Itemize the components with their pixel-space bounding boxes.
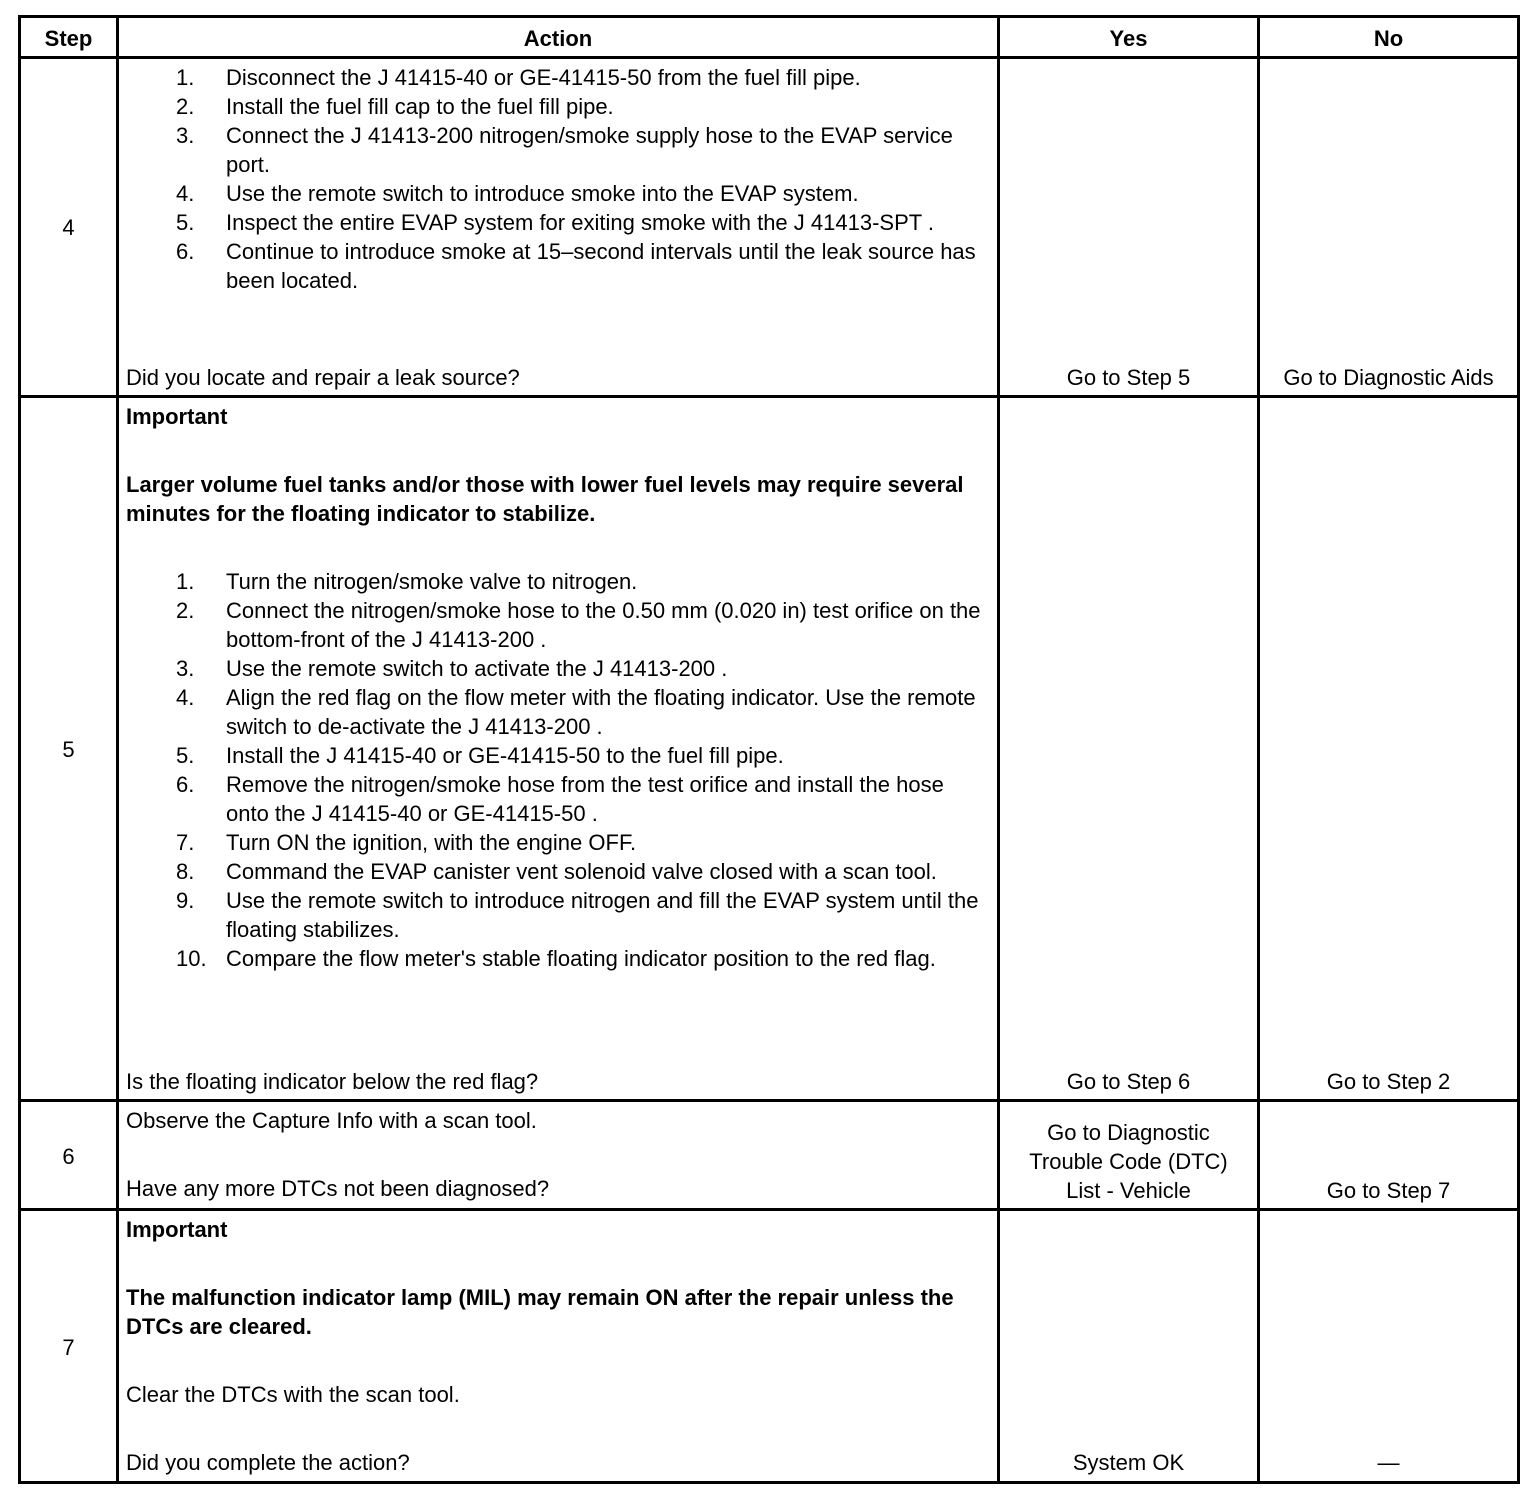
- list-item: 1. Disconnect the J 41415-40 or GE-41415-50 from the fuel fill pipe.: [176, 65, 861, 90]
- no-answer: —: [1377, 1450, 1400, 1475]
- question-text: Did you complete the action?: [126, 1450, 410, 1475]
- list-item: 1. Turn the nitrogen/smoke valve to nitrogen.: [176, 569, 638, 594]
- list-item: 6. Continue to introduce smoke at 15–second intervals until the leak source has been located.: [176, 239, 976, 293]
- action-cell-step-6: [119, 1102, 997, 1208]
- list-item: 3. Use the remote switch to activate the J 41413-200 .: [176, 656, 728, 681]
- list-item: 6. Remove the nitrogen/smoke hose from the test orifice and install the hose onto the J 41415-40 or GE-41415-50 .: [176, 772, 944, 826]
- step-number: 4: [62, 215, 75, 240]
- important-label: Important: [126, 1217, 228, 1242]
- grid-line: [997, 15, 1000, 1484]
- step-number: 7: [62, 1335, 75, 1360]
- yes-answer: Go to Diagnostic Trouble Code (DTC) List - Vehicle: [1029, 1120, 1228, 1203]
- list-item: 9. Use the remote switch to introduce nitrogen and fill the EVAP system until the floating stabilizes.: [176, 888, 979, 942]
- step-number: 6: [62, 1144, 75, 1169]
- list-item: 2. Connect the nitrogen/smoke hose to the 0.50 mm (0.020 in) test orifice on the bottom-front of the J 41413-200 .: [176, 598, 981, 652]
- grid-line: [18, 1481, 1520, 1484]
- important-note: The malfunction indicator lamp (MIL) may remain ON after the repair unless the DTCs are cleared.: [126, 1285, 954, 1339]
- list-item: 10. Compare the flow meter's stable floating indicator position to the red flag.: [176, 946, 936, 971]
- no-answer: Go to Diagnostic Aids: [1283, 365, 1494, 390]
- grid-line: [1257, 15, 1260, 1484]
- instruction-list: [126, 63, 991, 295]
- list-item: 7. Turn ON the ignition, with the engine OFF.: [176, 830, 637, 855]
- list-item: 2. Install the fuel fill cap to the fuel fill pipe.: [176, 94, 614, 119]
- list-item: 4. Use the remote switch to introduce smoke into the EVAP system.: [176, 181, 859, 206]
- question-text: Have any more DTCs not been diagnosed?: [126, 1176, 550, 1201]
- header-no: No: [1373, 26, 1404, 51]
- header-action: Action: [523, 26, 593, 51]
- no-answer: Go to Step 7: [1326, 1178, 1451, 1203]
- header-yes: Yes: [1109, 26, 1148, 51]
- list-item: 8. Command the EVAP canister vent solenoid valve closed with a scan tool.: [176, 859, 937, 884]
- question-text: Did you locate and repair a leak source?: [126, 365, 520, 390]
- action-text: Observe the Capture Info with a scan tool.: [126, 1108, 537, 1133]
- step-number: 5: [62, 737, 75, 762]
- instruction-list: [126, 567, 991, 973]
- action-text: Clear the DTCs with the scan tool.: [126, 1382, 460, 1407]
- action-cell-step-5: [119, 398, 997, 1099]
- important-label: Important: [126, 404, 228, 429]
- question-text: Is the floating indicator below the red flag?: [126, 1069, 539, 1094]
- list-item: 3. Connect the J 41413-200 nitrogen/smoke supply hose to the EVAP service port.: [176, 123, 953, 177]
- list-item: 5. Inspect the entire EVAP system for exiting smoke with the J 41413-SPT .: [176, 210, 935, 235]
- action-cell-step-4: [119, 59, 997, 395]
- yes-answer: System OK: [1072, 1450, 1185, 1475]
- grid-line: [18, 15, 1520, 18]
- important-note: Larger volume fuel tanks and/or those with lower fuel levels may require several minutes for the floating indicator to stabilize.: [126, 472, 964, 526]
- yes-answer: Go to Step 5: [1066, 365, 1191, 390]
- yes-answer: Go to Step 6: [1066, 1069, 1191, 1094]
- no-answer: Go to Step 2: [1326, 1069, 1451, 1094]
- list-item: 5. Install the J 41415-40 or GE-41415-50 to the fuel fill pipe.: [176, 743, 784, 768]
- grid-line: [1517, 15, 1520, 1484]
- list-item: 4. Align the red flag on the flow meter with the floating indicator. Use the remote switch to de-activate the J 41413-200 .: [176, 685, 976, 739]
- action-cell-step-7: [119, 1211, 997, 1481]
- header-step: Step: [44, 26, 93, 51]
